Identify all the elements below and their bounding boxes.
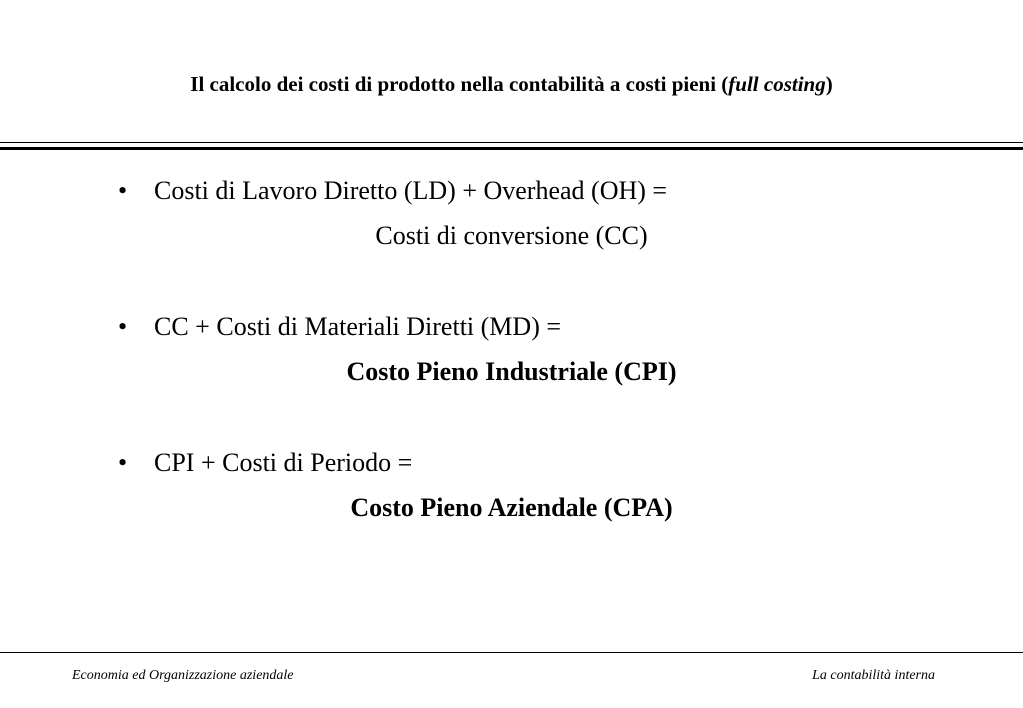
bullet-marker: • <box>118 312 128 341</box>
slide-title-italic: full costing <box>728 72 826 96</box>
bullet-text: CPI + Costi di Periodo = <box>154 448 413 477</box>
footer-course-name: Economia ed Organizzazione aziendale <box>72 668 294 683</box>
bullet-result-1: Costi di conversione (CC) <box>375 221 648 250</box>
bullet-result-3: Costo Pieno Aziendale (CPA) <box>350 493 673 522</box>
title-divider-thin <box>0 142 1023 143</box>
bullet-item-2 <box>118 312 561 342</box>
bullet-text: Costi di Lavoro Diretto (LD) + Overhead (OH) = <box>154 176 668 205</box>
footer-divider <box>0 652 1023 653</box>
slide-title-main: Il calcolo dei costi di prodotto nella contabilità a costi pieni ( <box>190 72 729 96</box>
slide-title <box>130 70 893 99</box>
footer-section-name: La contabilità interna <box>812 668 935 683</box>
bullet-item-3 <box>118 448 412 478</box>
bullet-result-2: Costo Pieno Industriale (CPI) <box>346 357 677 386</box>
title-divider-thick <box>0 147 1023 150</box>
bullet-marker: • <box>118 448 128 477</box>
slide-title-close: ) <box>825 72 833 96</box>
bullet-marker: • <box>118 176 128 205</box>
bullet-text: CC + Costi di Materiali Diretti (MD) = <box>154 312 562 341</box>
bullet-item-1 <box>118 176 667 206</box>
